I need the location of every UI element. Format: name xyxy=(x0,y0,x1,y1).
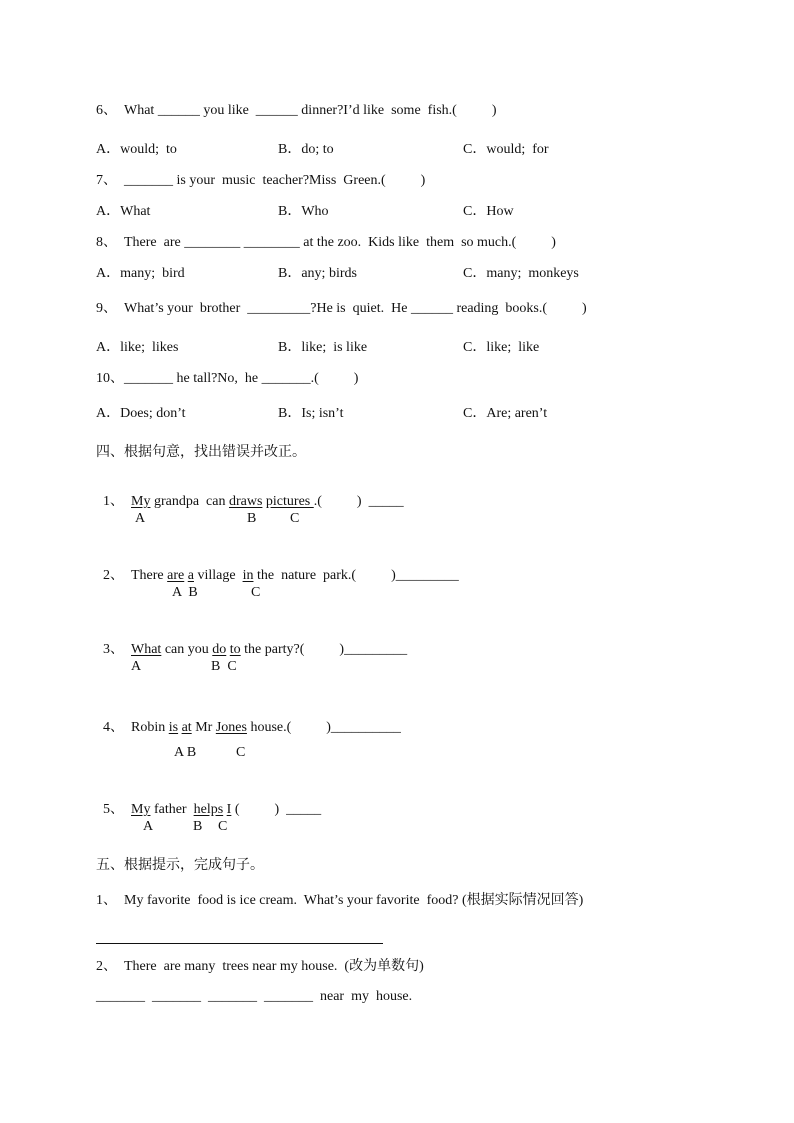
answer-blank[interactable]: the nature park.( )_________ xyxy=(253,568,459,583)
item-number: 4、 xyxy=(103,720,124,735)
label-bc: B C xyxy=(211,659,237,674)
error-item-2: 2、 There are a village in the nature park.( )_________ xyxy=(103,568,459,583)
question-6: 6、 What ______ you like ______ dinner?I’d like some fish.( ) xyxy=(96,103,497,118)
question-7: 7、 _______ is your music teacher?Miss Green.( ) xyxy=(96,173,426,188)
q7-option-b[interactable]: B．Who xyxy=(278,204,329,219)
q7-option-a[interactable]: A．What xyxy=(96,204,151,219)
section-5-answer-2[interactable]: _______ _______ _______ _______ near my house. xyxy=(96,989,413,1004)
q6-option-c[interactable]: C．would; for xyxy=(463,142,549,157)
item-number: 2、 xyxy=(103,568,124,583)
item-number: 5、 xyxy=(103,802,124,817)
error-item-3: 3、 What can you do to the party?( )_________ xyxy=(103,642,408,657)
error-item-4: 4、 Robin is at Mr Jones house.( )__________ xyxy=(103,720,401,735)
label-ab: A B xyxy=(174,745,197,760)
q8-option-c[interactable]: C．many; monkeys xyxy=(463,266,579,281)
q10-option-a[interactable]: A．Does; don’t xyxy=(96,406,186,421)
underlined-word-a: What xyxy=(131,642,162,657)
section-5-title: 五、根据提示，完成句子。 xyxy=(96,857,264,873)
q8-option-b[interactable]: B．any; birds xyxy=(278,266,357,281)
underlined-word-a: are xyxy=(167,568,185,583)
underlined-word-b: do xyxy=(212,642,227,657)
answer-blank[interactable]: .( ) _____ xyxy=(313,494,404,509)
question-10: 10、_______ he tall?No, he _______.( ) xyxy=(96,371,359,386)
q10-option-c[interactable]: C．Are; aren’t xyxy=(463,406,548,421)
underlined-word-c: in xyxy=(242,568,254,583)
label-a: A xyxy=(143,819,154,834)
label-c: C xyxy=(218,819,228,834)
label-b: B xyxy=(193,819,203,834)
q7-option-c[interactable]: C．How xyxy=(463,204,514,219)
q10-option-b[interactable]: B．Is; isn’t xyxy=(278,406,344,421)
underlined-word-a: is xyxy=(168,720,179,735)
error-item-1: 1、 My grandpa can draws pictures .( ) _____ xyxy=(103,494,404,509)
q9-option-b[interactable]: B．like; is like xyxy=(278,340,368,355)
error-item-5: 5、 My father helps I ( ) _____ xyxy=(103,802,322,817)
label-c: C xyxy=(290,511,300,526)
underlined-word-b: at xyxy=(181,720,192,735)
underlined-word-a: My xyxy=(131,494,151,509)
label-b: B xyxy=(247,511,257,526)
underlined-word-a: My xyxy=(131,802,151,817)
item-number: 1、 xyxy=(103,494,124,509)
q6-option-a[interactable]: A．would; to xyxy=(96,142,177,157)
question-8: 8、 There are ________ ________ at the zoo. Kids like them so much.( ) xyxy=(96,235,556,250)
underlined-word-c: I xyxy=(226,802,232,817)
label-c: C xyxy=(236,745,246,760)
section-5-question-1: 1、 My favorite food is ice cream. What’s your favorite food? (根据实际情况回答) xyxy=(96,893,584,908)
q6-option-b[interactable]: B．do; to xyxy=(278,142,334,157)
underlined-word-b: draws xyxy=(228,494,263,509)
q9-option-a[interactable]: A．like; likes xyxy=(96,340,179,355)
q8-option-a[interactable]: A．many; bird xyxy=(96,266,185,281)
answer-line[interactable] xyxy=(96,943,383,944)
underlined-word-c: Jones xyxy=(215,720,247,735)
answer-blank[interactable]: the party?( )_________ xyxy=(240,642,408,657)
label-a: A xyxy=(131,659,142,674)
answer-blank[interactable]: ( ) _____ xyxy=(231,802,322,817)
underlined-word-b: a xyxy=(187,568,194,583)
section-5-question-2: 2、 There are many trees near my house. (改为单数句) xyxy=(96,959,424,974)
label-ab: A B xyxy=(172,585,198,600)
question-9: 9、 What’s your brother _________?He is quiet. He ______ reading books.( ) xyxy=(96,301,587,316)
section-4-title: 四、根据句意，找出错误并改正。 xyxy=(96,444,306,460)
answer-blank[interactable]: house.( )__________ xyxy=(246,720,401,735)
q9-option-c[interactable]: C．like; like xyxy=(463,340,540,355)
underlined-word-b: helps xyxy=(193,802,224,817)
underlined-word-c: to xyxy=(229,642,241,657)
underlined-word-c: pictures xyxy=(265,494,314,509)
item-number: 3、 xyxy=(103,642,124,657)
label-a: A xyxy=(135,511,146,526)
label-c: C xyxy=(251,585,261,600)
